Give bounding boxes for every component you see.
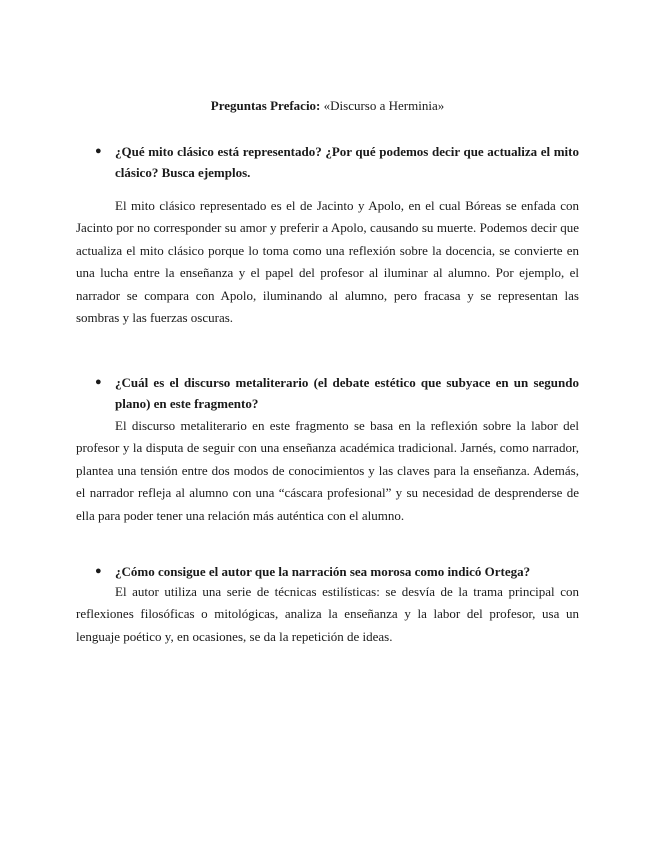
document-title <box>0 97 655 115</box>
question-3-text: ¿Cómo consigue el autor que la narración sea morosa como indicó Ortega? <box>115 564 531 579</box>
question-1-text: ¿Qué mito clásico está representado? ¿Por qué podemos decir que actualiza el mito clásico? Busca ejemplos. <box>115 144 579 180</box>
question-2-text: ¿Cuál es el discurso metaliterario (el debate estético que subyace en un segundo plano) en este fragmento? <box>115 375 579 411</box>
bullet-icon: ● <box>95 145 102 157</box>
bullet-icon: ● <box>95 376 102 388</box>
question-3 <box>95 561 579 582</box>
answer-1: El mito clásico representado es el de Jacinto y Apolo, en el cual Bóreas se enfada con Jacinto por no corresponder su amor y preferir a Apolo, causando su muerte. Podemos decir que actualiza el mito clásico porque lo toma como una reflexión sobre la docencia, se convierte en una lucha entre la enseñanza y el papel del profesor al iluminar al alumno. Por ejemplo, el narrador se compara con Apolo, iluminando al alumno, pero fracasa y se representan las sombras y las fuerzas oscuras. <box>76 198 579 326</box>
title-work-name: «Discurso a Herminia» <box>320 98 445 113</box>
answer-3: El autor utiliza una serie de técnicas estilísticas: se desvía de la trama principal con reflexiones filosóficas o mitológicas, analiza la enseñanza y la labor del profesor, usa un lenguaje poético y, en ocasiones, se da la repetición de ideas. <box>76 584 579 644</box>
title-label: Preguntas Prefacio: <box>210 98 321 113</box>
bullet-icon: ● <box>95 565 102 577</box>
question-1 <box>95 141 579 183</box>
question-2 <box>95 372 579 414</box>
answer-2: El discurso metaliterario en este fragmento se basa en la reflexión sobre la labor del profesor y la disputa de seguir con una enseñanza académica tradicional. Jarnés, como narrador, plantea una tensión entre dos modos de conocimientos y las claves para la enseñanza. Además, el narrador refleja al alumno con una “cáscara profesional” y su necesidad de desprenderse de ella para poder tener una relación más auténtica con el alumno. <box>76 418 579 523</box>
